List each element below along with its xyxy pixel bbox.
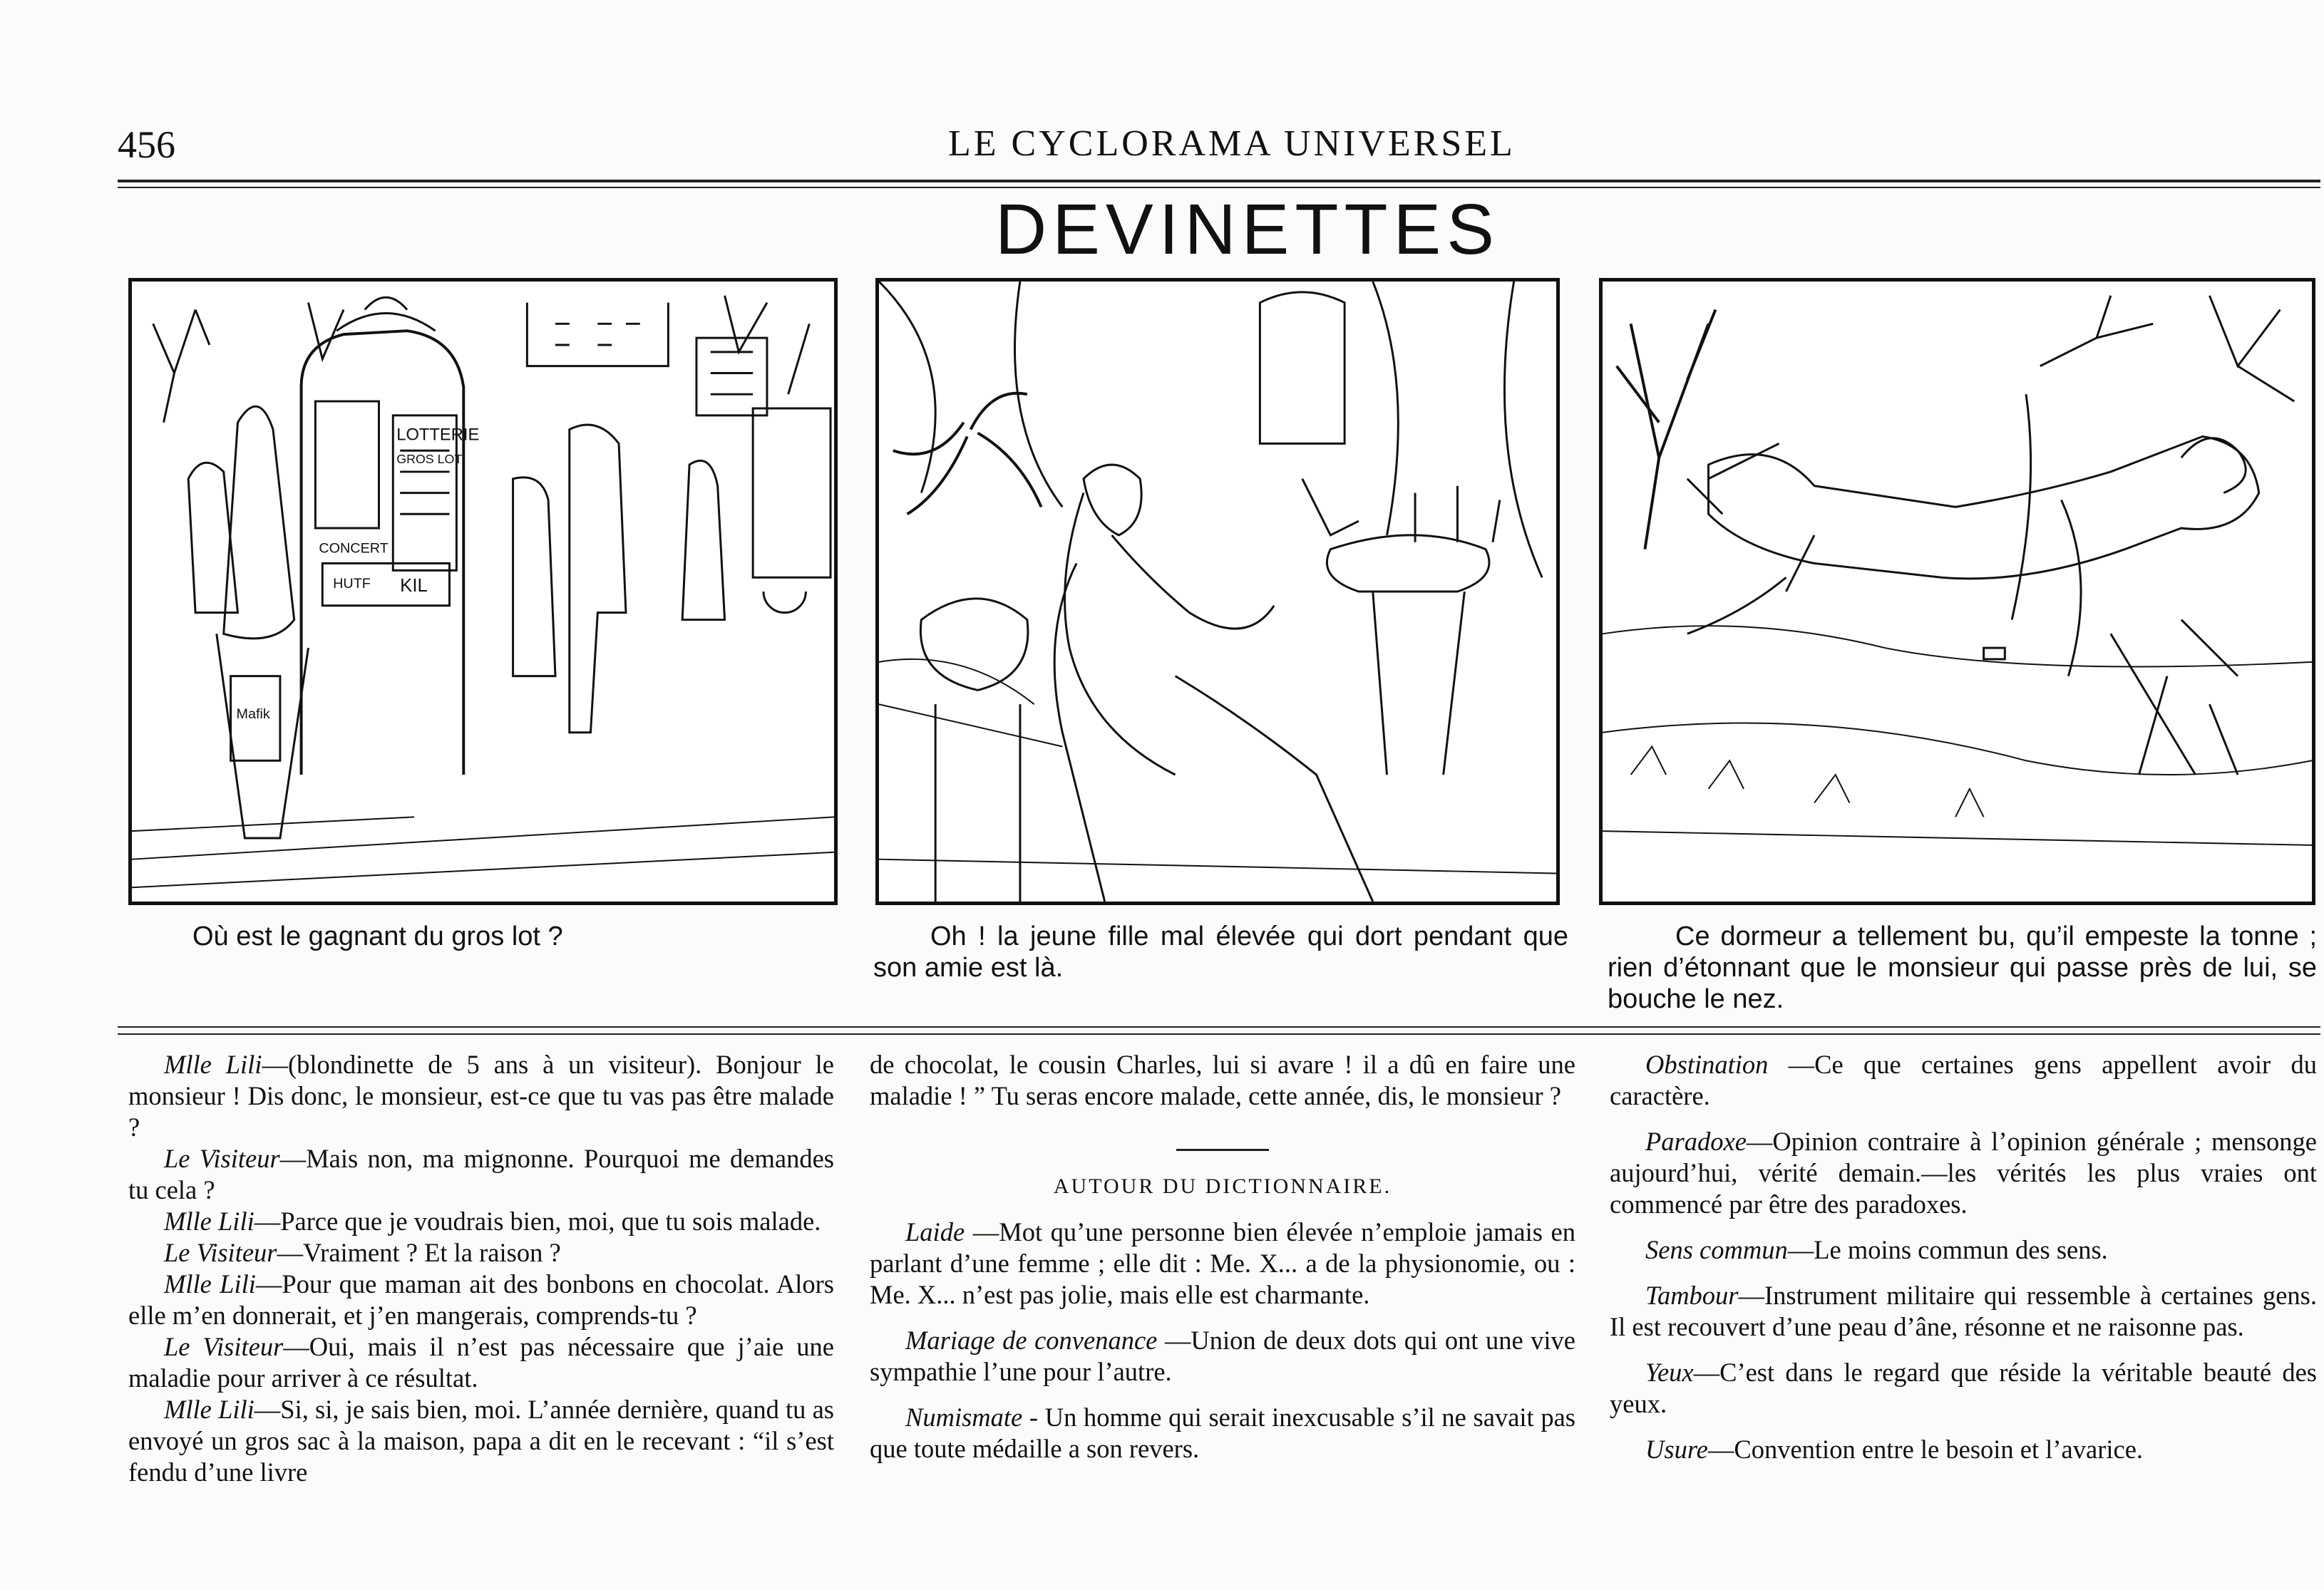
dialogue-text: —Pour que maman ait des bonbons en chocolat. Alors elle m’en donnerait, et j’en mangerais, comprends-tu ? xyxy=(128,1269,834,1330)
speaker-name: Mlle Lili xyxy=(164,1050,262,1079)
dialogue-text: —Mais non, ma mignonne. Pourquoi me demandes tu cela ? xyxy=(128,1144,834,1204)
dialogue-text: —Parce que je voudrais bien, moi, que tu sois malade. xyxy=(254,1207,821,1236)
dialogue-line xyxy=(128,1331,834,1394)
sign-lotterie: LOTTERIE xyxy=(396,425,480,445)
salon-illustration xyxy=(879,282,1556,902)
definition-term: Mariage de convenance xyxy=(905,1326,1158,1355)
dialogue-line xyxy=(128,1143,834,1206)
illustration-sleeping-girl xyxy=(875,278,1560,905)
dialogue-line xyxy=(128,1237,834,1269)
definition-term: Obstination xyxy=(1645,1050,1769,1079)
sign-kil: KIL xyxy=(400,576,428,596)
definition-entry xyxy=(1610,1234,2317,1266)
kiosk-illustration xyxy=(132,282,834,902)
speaker-name: Le Visiteur xyxy=(164,1144,280,1173)
sign-gros-lot: GROS LOT xyxy=(396,452,463,467)
column-dialogue xyxy=(128,1049,834,1488)
definition-text: - Un homme qui serait inexcusable s’il ne savait pas que toute médaille a son revers. xyxy=(870,1403,1575,1463)
caption-panel-1: Où est le gagnant du gros lot ? xyxy=(192,922,563,951)
definition-text: —Instrument militaire qui ressemble à certaines gens. Il est recouvert d’une peau d’âne, résonne et ne raisonne pas. xyxy=(1610,1281,2317,1341)
dialogue-line xyxy=(128,1269,834,1331)
dialogue-line xyxy=(128,1049,834,1143)
definition-entry xyxy=(870,1217,1575,1311)
speaker-name: Mlle Lili xyxy=(164,1395,254,1424)
body-rule-bottom xyxy=(118,1033,2320,1035)
section-divider xyxy=(1176,1149,1269,1151)
definition-term: Numismate xyxy=(905,1403,1023,1432)
sign-bag: Mafik xyxy=(236,706,270,722)
dialogue-continuation: de chocolat, le cousin Charles, lui si avare ! il a dû en faire une maladie ! ” Tu seras encore malade, cette année, dis, le monsieur ? xyxy=(870,1050,1575,1110)
definition-entry xyxy=(870,1402,1575,1465)
definition-text: —Ce que certaines gens appellent avoir du caractère. xyxy=(1610,1050,2317,1110)
definition-entry xyxy=(1610,1357,2317,1420)
definition-text: —Union de deux dots qui ont une vive sympathie l’une pour l’autre. xyxy=(870,1326,1575,1386)
definition-text: —Convention entre le besoin et l’avarice. xyxy=(1707,1435,2144,1464)
column-dictionary-1 xyxy=(870,1049,1575,1479)
caption-panel-3: Ce dormeur a tellement bu, qu’il empeste la tonne ; rien d’étonnant que le monsieur qui passe près de lui, se bouche le nez. xyxy=(1608,922,2317,1014)
illustration-sleeping-man xyxy=(1599,278,2315,905)
running-title: LE CYCLORAMA UNIVERSEL xyxy=(948,123,1516,164)
dialogue-text: —Oui, mais il n’est pas nécessaire que j’aie une maladie pour arriver à ce résultat. xyxy=(128,1332,834,1393)
body-rule-top xyxy=(118,1026,2320,1028)
section-title: DEVINETTES xyxy=(995,190,1500,269)
sign-hutf: HUTF xyxy=(333,576,371,592)
dialogue-line xyxy=(128,1394,834,1488)
definition-entry xyxy=(1610,1434,2317,1465)
definition-text: —C’est dans le regard que réside la véritable beauté des yeux. xyxy=(1610,1358,2317,1418)
caption-panel-2: Oh ! la jeune fille mal élevée qui dort pendant que son amie est là. xyxy=(873,922,1568,983)
definition-term: Sens commun xyxy=(1645,1235,1788,1264)
definition-text: —Opinion contraire à l’opinion générale ; mensonge aujourd’hui, vérité demain.—les vérités les plus vraies ont commencé par être des paradoxes. xyxy=(1610,1127,2317,1219)
speaker-name: Le Visiteur xyxy=(164,1238,277,1267)
speaker-name: Le Visiteur xyxy=(164,1332,284,1361)
dialogue-text: —(blondinette de 5 ans à un visiteur). Bonjour le monsieur ! Dis donc, le monsieur, est-ce que tu vas pas être malade ? xyxy=(128,1050,834,1142)
sign-concert: CONCERT xyxy=(319,540,389,557)
illustration-kiosk-scene xyxy=(128,278,838,905)
dialogue-line xyxy=(128,1206,834,1237)
speaker-name: Mlle Lili xyxy=(164,1207,254,1236)
outdoor-illustration xyxy=(1603,282,2312,902)
definition-term: Paradoxe xyxy=(1645,1127,1747,1156)
header-rule xyxy=(118,180,2320,182)
definition-term: Tambour xyxy=(1645,1281,1739,1310)
page-number: 456 xyxy=(118,123,175,166)
definition-term: Laide xyxy=(905,1217,965,1246)
column-dictionary-2 xyxy=(1610,1049,2317,1480)
definition-entry xyxy=(870,1325,1575,1388)
definition-term: Yeux xyxy=(1645,1358,1694,1387)
dialogue-text: —Si, si, je sais bien, moi. L’année dernière, quand tu as envoyé un gros sac à la maison, papa a dit en le recevant : “il s’est fendu d’une livre xyxy=(128,1395,835,1487)
speaker-name: Mlle Lili xyxy=(164,1269,256,1299)
header-rule-thin xyxy=(118,187,2320,188)
definition-text: —Mot qu’une personne bien élevée n’emploie jamais en parlant d’une femme ; elle dit : Me. X... a de la physionomie, ou : Me. X... n’est pas jolie, mais elle est charmante. xyxy=(870,1217,1575,1309)
definition-entry xyxy=(1610,1280,2317,1343)
definition-entry xyxy=(1610,1049,2317,1112)
definition-term: Usure xyxy=(1645,1435,1708,1464)
definition-text: —Le moins commun des sens. xyxy=(1787,1235,2108,1264)
definition-entry xyxy=(1610,1126,2317,1220)
dialogue-text: —Vraiment ? Et la raison ? xyxy=(277,1238,561,1267)
dictionary-heading: AUTOUR DU DICTIONNAIRE. xyxy=(1053,1175,1392,1198)
